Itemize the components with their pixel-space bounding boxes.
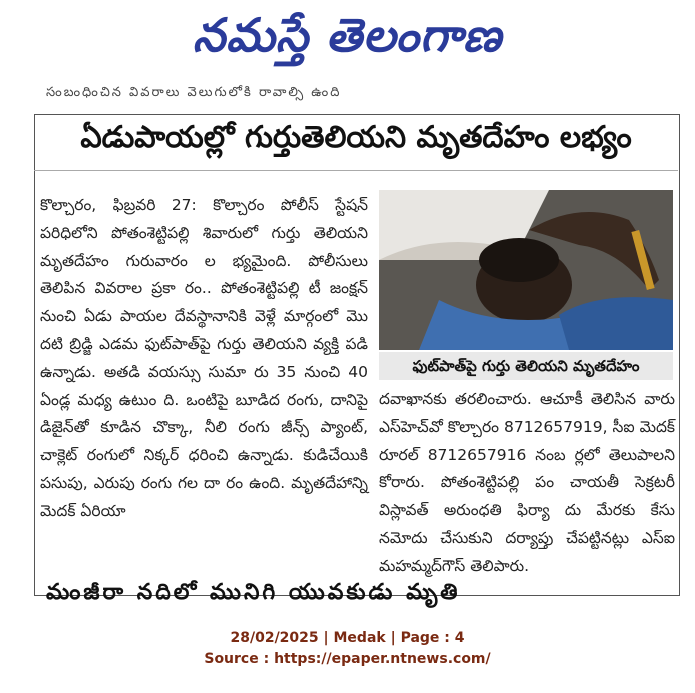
article-right-column	[379, 386, 675, 581]
article-headline: ఏడుపాయల్లో గుర్తుతెలియని మృతదేహం లభ్యం	[80, 120, 632, 155]
newspaper-masthead	[0, 8, 695, 78]
masthead-title: నమస్తే తెలంగాణ	[192, 8, 503, 62]
headline-divider	[34, 170, 678, 171]
next-article-cut-text: మంజీరా నదిలో మునిగి యువకుడు మృతి	[46, 580, 461, 605]
article-left-column	[40, 192, 368, 526]
footer-source: Source : https://epaper.ntnews.com/	[204, 651, 491, 667]
previous-article-cut-text: సంబంధించిన వివరాలు వెలుగులోకి రావాల్సి ఉంది	[46, 85, 342, 100]
article-photo	[379, 190, 673, 350]
article-right-text: దవాఖానకు తరలించారు. ఆచూకీ తెలిసిన వారు ఎస్‌హెచ్‌వో కొల్చారం 8712657919, సీఐ మెదక్ రూరల్ 8712657916 నంబ ర్లలో తెలుపాలని కోరారు. పోతంశెట్టిపల్లి పం చాయతీ సెక్రటరీ విస్లావత్ అరుంధతి ఫిర్యా దు మేరకు కేసు నమోదు చేసుకుని దర్యాప్తు చేపట్టినట్లు ఎస్‌ఐ మహమ్మద్‌గౌస్ తెలిపారు.	[379, 390, 675, 575]
page-footer	[0, 628, 695, 670]
photo-caption: ఫుట్‌పాత్‌పై గుర్తు తెలియని మృతదేహం	[379, 352, 673, 380]
body-photo-illustration	[379, 190, 673, 350]
article-left-text: కొల్చారం, ఫిబ్రవరి 27: కొల్చారం పోలీస్ స్టేషన్ పరిధిలోని పోతంశెట్టిపల్లి శివారులో గుర్తు తెలియని మృతదేహం గురువారం ల భ్యమైంది. పోలీసులు తెలిపిన వివరాల ప్రకా రం.. పోతంశెట్టిపల్లి టీ జంక్షన్ నుంచి ఏడు పాయల దేవస్థానానికి వెళ్లే మార్గంలో మొ దటి బ్రిడ్జి ఎడమ ఫుట్‌పాత్‌పై గుర్తు తెలియని వ్యక్తి పడి ఉన్నాడు. అతడి వయస్సు సుమా రు 35 నుంచి 40 ఏండ్ల మధ్య ఉటుం ది. ఒంటిపై బూడిద రంగు, దానిపై డిజైన్‌తో కూడిన చొక్కా, నీలి రంగు జీన్స్ ప్యాంట్, చాక్లెట్ రంగులో నిక్కర్ ధరించి ఉన్నాడు. కుడిచేయికి పసుపు, ఎరుపు రంగు గల దా రం ఉంది. మృతదేహాన్ని మెదక్ ఏరియా	[40, 196, 368, 520]
footer-date-edition: 28/02/2025 | Medak | Page : 4	[230, 630, 465, 646]
